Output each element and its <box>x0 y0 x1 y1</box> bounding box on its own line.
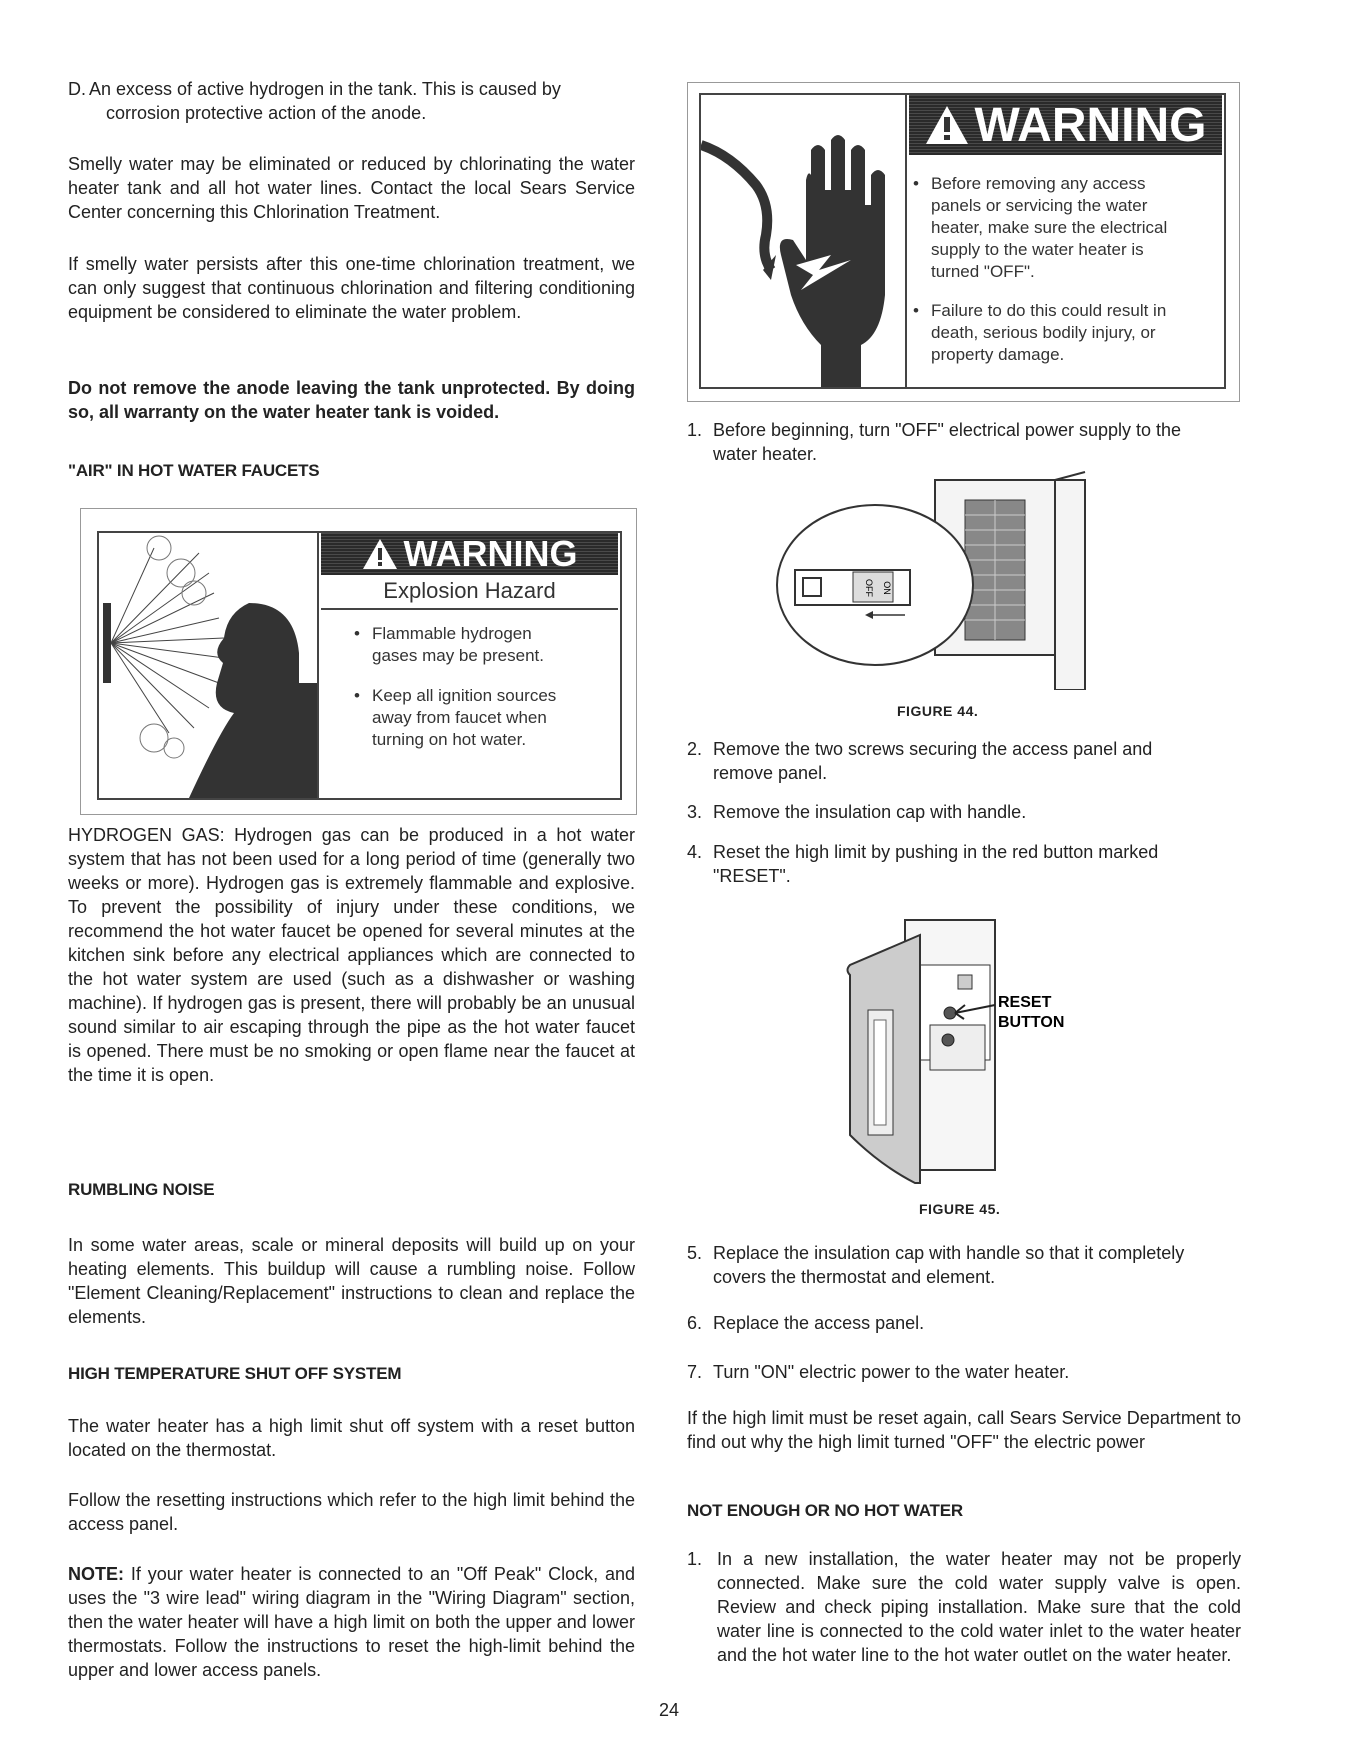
step-2: 2. Remove the two screws securing the access panel and remove panel. <box>687 739 1153 783</box>
step-4: 4. Reset the high limit by pushing in the red button marked "RESET". <box>687 842 1159 886</box>
item-d-line1: An excess of active hydrogen in the tank. This is caused by <box>89 79 561 99</box>
reset-label: RESET <box>998 994 1052 1011</box>
electric-bullet-2: • Failure to do this could result in death, serious bodily injury, or property damage. <box>913 301 1167 364</box>
explosion-warning-box <box>97 531 622 800</box>
explosion-warning-banner <box>321 533 618 575</box>
explosion-warning-title: WARNING <box>403 533 578 574</box>
alert-triangle-icon <box>362 538 398 570</box>
step-7: 7. Turn "ON" electric power to the water heater. <box>687 1362 1070 1382</box>
para-anode-warning: Do not remove the anode leaving the tank unprotected. By doing so, all warranty on the water heater tank is voided. <box>68 378 635 422</box>
para-high-limit: The water heater has a high limit shut off system with a reset button located on the thermostat. <box>68 1416 635 1460</box>
heading-not-enough-hot-water: NOT ENOUGH OR NO HOT WATER <box>687 1501 963 1520</box>
step-3: 3. Remove the insulation cap with handle. <box>687 802 1027 822</box>
heading-air-faucets: "AIR" IN HOT WATER FAUCETS <box>68 461 320 480</box>
manual-page: D. An excess of active hydrogen in the tank. This is caused by corrosion protective action of the anode. Smelly water may be eliminated or reduced by chlorinating the water heater tank and all hot water lines. Contact the local Sears Service Center concerning this Chlorination Treatment. If smelly water persists after this one-time chlorination treatment, we can only suggest that continuous chlorination and filtering conditioning equipment be considered to eliminate the water problem. Do not remove the anode leaving the tank unprotected. By doing so, all warranty on the water heater tank is voided. "AIR" IN HOT WATER FAUCETS WARNING Explosion Hazard • Flammable hydrogen gases may be present. • Keep all ignition sources away from faucet when turning on hot water. HYDROGEN GAS: Hydrogen gas can be produced in a hot water system that has not been used for a long period of time (generally two weeks or more). Hydrogen gas is extremely flammable and explosive. To prevent the possibility of injury under these conditions, we recommend the hot water faucet be opened for several minutes at the kitchen sink before any electrical appliances which are connected to the hot water system are used (such as a dishwasher or washing machine). If hydrogen gas is present, there will probably be an unusual sound similar to air escaping through the pipe as the hot water faucet is opened. There must be no smoking or open flame near the faucet at the time it is open. RUMBLING NOISE In some water areas, scale or mineral deposits will build up on your heating elements. This buildup will cause a rumbling noise. Follow "Element Cleaning/Replacement" instructions to clean and replace the elements. HIGH TEMPERATURE SHUT OFF SYSTEM The water heater has a high limit shut off system with a reset button located on the thermostat. Follow the resetting instructions which refer to the high limit behind the access panel. NOTE: If your water heater is connected to an "Off Peak" Clock, and uses the "3 wire lead" wiring diagram in the "Wiring Diagram" section, then the water heater will have a high limit on both the upper and lower thermostats. Follow the instructions to reset the high-limit behind the upper and lower access panels. WARNING • Before removing any access panels or servicing the water heater, make sure the electrical supply to the water heater is turned "OFF". • Failure to do this could result in death, serious bodily injury, or property damage. 1. Before beginning, turn "OFF" electrical power supply to the water heater. OFF ON FIGURE 44. 2. Remove the two screws securing the access panel and remove panel. 3. Remove the insulation cap with handle. 4. Reset the high limit by pushing in the red button marked "RESET". RESET BUTTON FIGURE 45. 5. Replace the insulation cap with handle so that it completely covers the thermostat and element. 6. Replace the access panel. 7. Turn "ON" electric power to the water heater. If the high limit must be reset again, call Sears Service Department to find out why the high limit turned "OFF" the electric power NOT ENOUGH OR NO HOT WATER 1. In a new installation, the water heater may not be properly connected. Make sure the cold water supply valve is open. Review and check piping installation. Make sure that the cold water line is connected to the cold water inlet to the water heater and the hot water line to the hot water outlet on the water heater. 24 <box>68 79 1241 1720</box>
figure-45-reset-button <box>840 915 1100 1185</box>
step-5: 5. Replace the insulation cap with handle so that it completely covers the thermostat and element. <box>687 1243 1185 1287</box>
para-hydrogen-gas: HYDROGEN GAS: Hydrogen gas can be produced in a hot water system that has not been used for a long period of time (generally two weeks or more). Hydrogen gas is extremely flammable and explosive. To prevent the possibility of injury under these conditions, we recommend the hot water faucet be opened for several minutes at the kitchen sink before any electrical appliances which are connected to the hot water system are used (such as a dishwasher or washing machine). If hydrogen gas is present, there will probably be an unusual sound similar to air escaping through the pipe as the hot water faucet is opened. There must be no smoking or open flame near the faucet at the time it is open. <box>68 825 635 1085</box>
explosion-bullet-2: • Keep all ignition sources away from faucet when turning on hot water. <box>354 686 557 749</box>
step-6: 6. Replace the access panel. <box>687 1313 925 1333</box>
figure-45-caption: FIGURE 45. <box>919 1201 1001 1217</box>
electric-warning-title: WARNING <box>974 98 1207 152</box>
note-label: NOTE: <box>68 1564 124 1584</box>
note-text: If your water heater is connected to an "Off Peak" Clock, and uses the "3 wire lead" wiring diagram in the "Wiring Diagram" section, then the water heater will have a high limit on both the upper and lower thermostats. Follow the instructions to reset the high-limit behind the upper and lower access panels. <box>68 1564 635 1680</box>
electric-bullet-1: • Before removing any access panels or servicing the water heater, make sure the electrical supply to the water heater is turned "OFF". <box>913 174 1168 281</box>
item-d-line2: corrosion protective action of the anode. <box>106 103 427 123</box>
item-d-letter: D. <box>68 79 86 99</box>
breaker-on-label: ON <box>882 581 892 595</box>
heading-rumbling-noise: RUMBLING NOISE <box>68 1180 215 1199</box>
explosion-pictogram-icon <box>99 533 319 798</box>
alert-triangle-icon <box>925 105 969 145</box>
para-note <box>68 1562 635 1682</box>
button-label: BUTTON <box>998 1014 1065 1031</box>
step-1: 1. Before beginning, turn "OFF" electrical power supply to the water heater. <box>687 420 1182 464</box>
electric-shock-hand-icon <box>701 95 907 387</box>
figure-44-caption: FIGURE 44. <box>897 703 979 719</box>
para-smelly-water: Smelly water may be eliminated or reduced by chlorinating the water heater tank and all hot water lines. Contact the local Sears Service Center concerning this Chlorination Treatment. <box>68 154 635 222</box>
para-smelly-persists: If smelly water persists after this one-time chlorination treatment, we can only suggest that continuous chlorination and filtering conditioning equipment be considered to eliminate the water problem. <box>68 254 635 322</box>
electric-warning-banner <box>909 95 1222 155</box>
para-follow-reset: Follow the resetting instructions which refer to the high limit behind the access panel. <box>68 1490 635 1534</box>
explosion-hazard-subtitle: Explosion Hazard <box>383 578 556 603</box>
para-rumbling: In some water areas, scale or mineral deposits will build up on your heating elements. This buildup will cause a rumbling noise. Follow "Element Cleaning/Replacement" instructions to clean and replace the elements. <box>68 1235 635 1327</box>
figure-44-breaker-panel <box>775 470 1105 690</box>
explosion-bullet-1: • Flammable hydrogen gases may be present. <box>354 624 544 665</box>
electric-warning-box <box>699 93 1226 389</box>
breaker-off-label: OFF <box>864 579 874 597</box>
page-number: 24 <box>659 1700 680 1720</box>
heading-high-temperature: HIGH TEMPERATURE SHUT OFF SYSTEM <box>68 1364 402 1383</box>
para-reset-again: If the high limit must be reset again, call Sears Service Department to find out why the high limit turned "OFF" the electric power <box>687 1408 1241 1452</box>
